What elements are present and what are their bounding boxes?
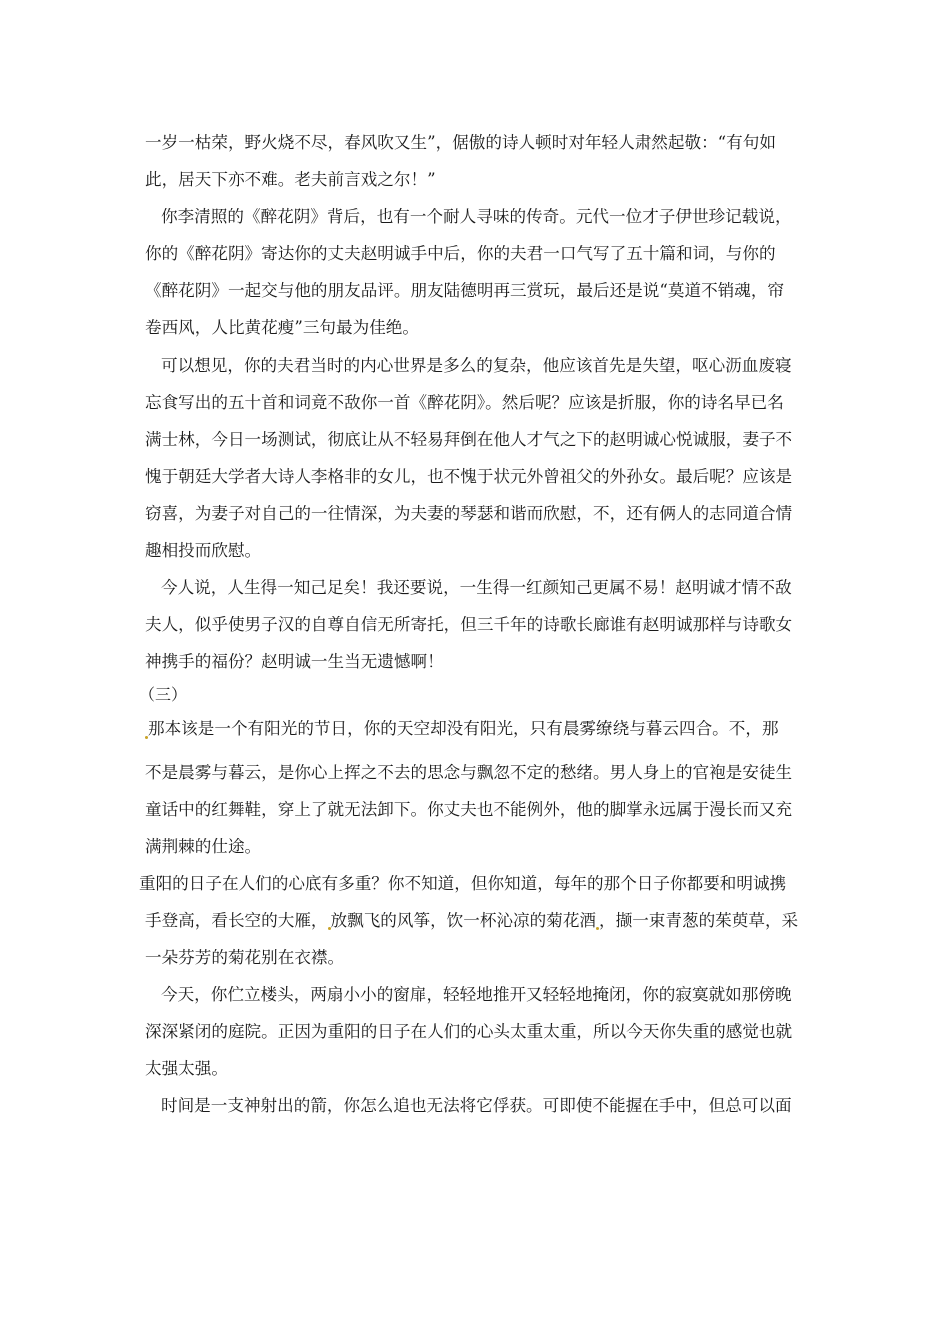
paragraph-line: 童话中的红舞鞋，穿上了就无法卸下。你丈夫也不能例外，他的脚掌永远属于漫长而又充 [145, 799, 793, 819]
paragraph-line: 满士林，今日一场测试，彻底让从不轻易拜倒在他人才气之下的赵明诚心悦诚服，妻子不 [145, 429, 793, 449]
paragraph-line: 今天，你伫立楼头，两扇小小的窗扉，轻轻地推开又轻轻地掩闭，你的寂寞就如那傍晚 [161, 985, 792, 1005]
paragraph-line-text: 手登高，看长空的大雁， [145, 910, 328, 930]
paragraph-line: 你的《醉花阴》寄达你的丈夫赵明诚手中后，你的夫君一口气写了五十篇和词，与你的 [145, 244, 776, 264]
section-heading: （三） [139, 685, 188, 705]
paragraph-line: 《醉花阴》一起交与他的朋友品评。朋友陆德明再三赏玩，最后还是说“莫道不销魂，帘 [145, 281, 785, 301]
paragraph-line: 今人说，人生得一知己足矣！我还要说，一生得一红颜知己更属不易！赵明诚才情不敌 [161, 578, 792, 598]
paragraph-line: 趣相投而欣慰。 [145, 541, 262, 561]
paragraph-line: 时间是一支神射出的箭，你怎么追也无法将它俘获。可即使不能握在手中，但总可以面 [161, 1096, 792, 1116]
document-page [139, 124, 809, 1124]
paragraph-line: 一岁一枯荣，野火烧不尽，春风吹又生”，倨傲的诗人顿时对年轻人肃然起敬：“有句如 [145, 133, 776, 152]
paragraph-line: 此，居天下亦不难。老夫前言戏之尔！” [145, 170, 436, 190]
paragraph-line: 神携手的福份？赵明诚一生当无遗憾啊！ [145, 652, 444, 672]
paragraph-line: 你李清照的《醉花阴》背后，也有一个耐人寻味的传奇。元代一位才子伊世珍记载说， [161, 207, 792, 227]
paragraph-line [145, 710, 809, 747]
paragraph-line: 一朵芬芳的菊花别在衣襟。 [145, 947, 345, 967]
paragraph-line-text: 放飘飞的风筝，饮一杯沁凉的菊花酒 [330, 910, 597, 930]
paragraph-line-text: ，撷一束青葱的茱萸草，采 [599, 910, 799, 930]
paragraph-line: 夫人，似乎使男子汉的自尊自信无所寄托，但三千年的诗歌长廊谁有赵明诚那样与诗歌女 [145, 615, 793, 635]
paragraph-line: 窃喜，为妻子对自己的一往情深，为夫妻的琴瑟和谐而欣慰，不，还有俩人的志同道合情 [145, 503, 793, 523]
paragraph-line: 深深紧闭的庭院。正因为重阳的日子在人们的心头太重太重，所以今天你失重的感觉也就 [145, 1022, 793, 1042]
paragraph-line: 可以想见，你的夫君当时的内心世界是多么的复杂，他应该首先是失望，呕心沥血废寝 [161, 355, 792, 375]
paragraph-line: 忘食写出的五十首和词竟不敌你一首《醉花阴》。然后呢？应该是折服，你的诗名早已名 [145, 392, 784, 412]
paragraph-line: 重阳的日子在人们的心底有多重？你不知道，但你知道，每年的那个日子你都要和明诚携 [139, 873, 787, 893]
paragraph-line: 不是晨雾与暮云，是你心上挥之不去的思念与飘忽不定的愁绪。男人身上的官袍是安徒生 [145, 762, 793, 782]
paragraph-line: 太强太强。 [145, 1059, 228, 1079]
paragraph-line: 愧于朝廷大学者大诗人李格非的女儿，也不愧于状元外曾祖父的外孙女。最后呢？应该是 [145, 466, 793, 486]
paragraph-line-text: 那本该是一个有阳光的节日，你的天空却没有阳光，只有晨雾缭绕与暮云四合。不，那 [148, 719, 779, 739]
paragraph-line: 满荆棘的仕途。 [145, 836, 262, 856]
paragraph-line: 卷西风，人比黄花瘦”三句最为佳绝。 [145, 318, 419, 338]
paragraph-line [145, 902, 809, 939]
